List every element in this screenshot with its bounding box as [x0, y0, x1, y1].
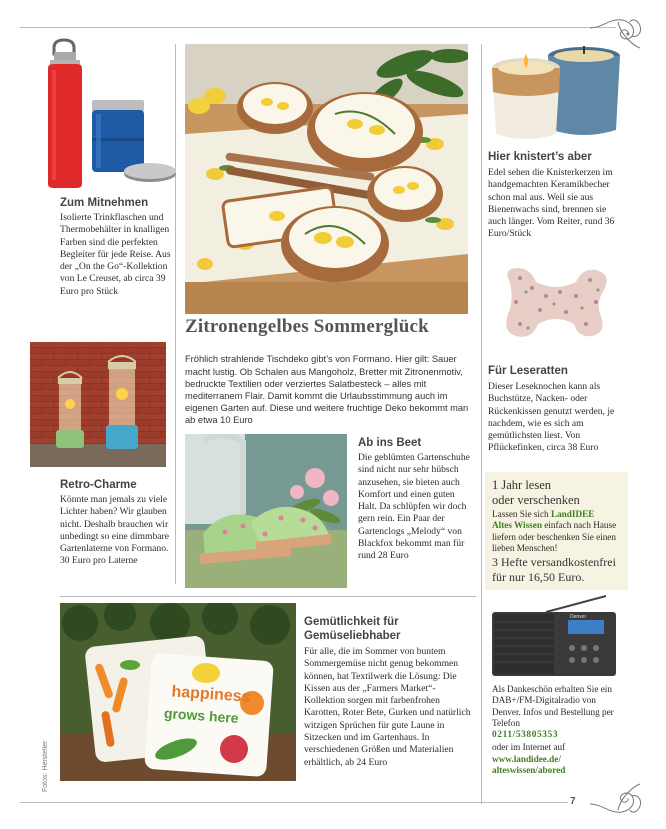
knistert-body: Edel sehen die Knisterkerzen im handgemachten Keramikbecher schon mal aus. Weil sie aus Bienenwachs sind, brennen sie auch länger. Vom Reiter, rund 36 Euro/Stück [488, 167, 615, 240]
retro-body: Könnte man jemals zu viele Lichter haben? Wir glauben nicht. Deshalb brauchen wir unbedingt so eine dimmbare Gartenlaterne von Formano. 30 Euro pro Laterne [60, 494, 169, 567]
promo-text-b: einfach nach Hause liefern oder beschenken Sie einen lieben Menschen! [492, 520, 617, 554]
reading-pillow-photo [496, 262, 616, 344]
zitronen-body: Fröhlich strahlende Tischdeko gibt’s von Formano. Hier gilt: Sauer macht lustig. Ob Schalen aus Mangoholz, Bretter mit Zitronenmotiv, bedruckte Textilien oder verziertes Salatbesteck – alles mit mediterranem Flair. Damit kommt die Urlaubsstimmung auch im eigenen Garten auf. Diese und weitere fruchtige Deko bekommt man ab etwa 10 Euro [185, 354, 469, 426]
brand-landidee: LandIDEE [550, 509, 595, 519]
leseratten-title: Für Leseratten [488, 365, 568, 377]
vegetable-pillows-photo [60, 603, 296, 781]
beet-body: Die geblümten Gartenschuhe sind nicht nur sehr hübsch anzusehen, sie bieten auch Komfort und einen guten Halt. Da schlüpfen wir doch gern rein. Ein Paar der Gartenclogs „Melody“ von Blackfox bekommt man für rund 28 Euro [358, 452, 470, 562]
promo-offer-1: 3 Hefte versandkostenfrei [492, 555, 616, 569]
leseratten-body: Dieser Leseknochen kann als Buchstütze, Nacken- oder Rückenkissen genutzt werden, je nachdem, wie es sich am gemütlichsten liest. Von Pflückefinken, circa 38 Euro [488, 381, 615, 454]
garden-clogs-photo [185, 434, 347, 588]
lanterns-photo [30, 342, 166, 467]
pillow-text-grows-here: grows here [163, 704, 240, 727]
promo-web-intro: oder im Internet auf [492, 742, 566, 752]
promo-url-line-1[interactable]: www.landidee.de/ [492, 754, 561, 764]
promo-url-line-2[interactable]: alteswissen/abored [492, 765, 566, 775]
column-divider-right [481, 44, 482, 804]
radio-brand-label: Denver [570, 614, 587, 620]
promo-thanks-text: Als Dankeschön erhalten Sie ein DAB+/FM-Digitalradio von Denver. Infos und Bestellung per Telefon [492, 684, 614, 728]
pillow-text-happiness: happiness [170, 683, 252, 706]
candles-photo [488, 42, 628, 142]
page-number: 7 [570, 796, 576, 807]
brand-altes-wissen: Altes Wissen [492, 520, 542, 531]
promo-phone[interactable]: 0211/53805353 [492, 730, 559, 740]
photo-credit: Fotos: Hersteller [42, 740, 49, 792]
corner-ornament-bottom-icon [588, 780, 646, 820]
knistert-title: Hier knistert’s aber [488, 151, 592, 163]
beet-title: Ab ins Beet [358, 437, 422, 449]
gemuese-title: Gemütlichkeit für Gemüseliebhaber [304, 616, 401, 642]
promo-headline-2: oder verschenken [492, 493, 580, 507]
top-rule [20, 27, 616, 28]
section-divider [60, 596, 476, 597]
gemuese-body: Für alle, die im Sommer von buntem Sommergemüse nicht genug bekommen können, hat Textilwerk die Lösung: Die Kissen aus der „Farmers Market“-Kollektion sorgen mit farbenfrohen Karotten, Roter Bete, Gurken und natürlich witzigen Sprüchen für gute Laune in Sitzecken und im Gartenhaus. In verschiedenen Größen und Materialien erhältlich, ab 24 Euro [304, 646, 471, 768]
dab-radio-photo [488, 594, 620, 680]
mitnehmen-title: Zum Mitnehmen [60, 197, 149, 209]
zitronen-title: Zitronengelbes Sommerglück [185, 316, 429, 337]
promo-text-a: Lassen Sie sich [492, 509, 551, 519]
promo-headline-1: 1 Jahr lesen [492, 478, 552, 492]
retro-title: Retro-Charme [60, 479, 137, 491]
promo-offer-2: für nur 16,50 Euro. [492, 570, 585, 584]
bottom-rule [20, 802, 568, 803]
lemon-tabledeko-photo [185, 44, 468, 314]
promo-description [492, 509, 624, 555]
mitnehmen-body: Isolierte Trinkflaschen und Thermobehälter in knalligen Farben sind die perfekten Begleiter für jede Reise. Aus der „On the Go“-Kollektion von Le Creuset, ab circa 39 Euro pro Stück [60, 212, 171, 297]
bottles-photo [40, 38, 176, 188]
